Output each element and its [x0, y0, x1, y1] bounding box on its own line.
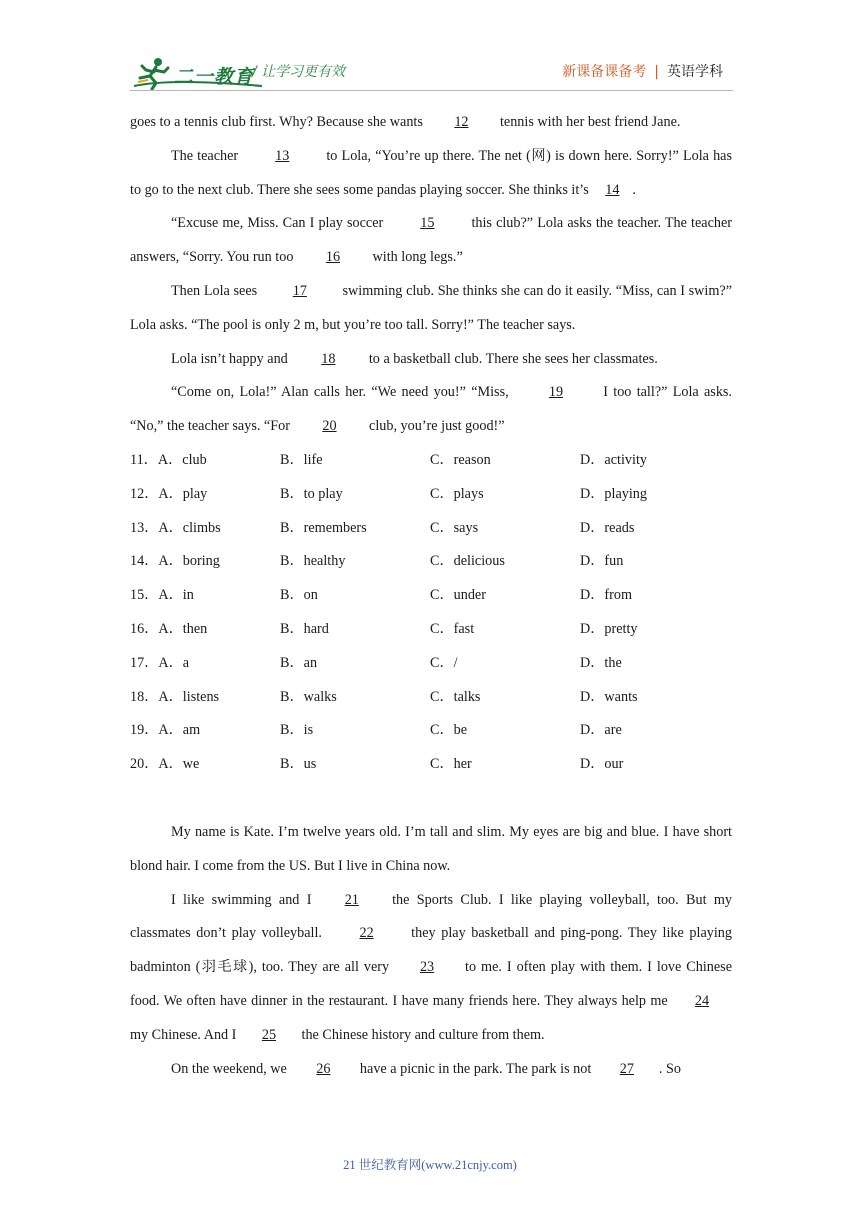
- option-a: 17．A．a: [130, 654, 190, 671]
- page-footer: 21 世纪教育网(www.21cnjy.com): [343, 1158, 517, 1172]
- option-b: B．is: [280, 722, 314, 739]
- option-d: D．our: [580, 756, 624, 773]
- paragraph: “Excuse me, Miss. Can I play soccer 15 this club?” Lola asks the teacher. The teacher answers, “Sorry. You run too 16 with long legs.”: [130, 207, 732, 275]
- blank-13: 13: [275, 147, 290, 164]
- option-b: B．healthy: [280, 553, 346, 570]
- option-a: 19．A．am: [130, 722, 201, 739]
- blank-17: 17: [292, 282, 307, 299]
- paragraph: Then Lola sees 17 swimming club. She thinks she can do it easily. “Miss, can I swim?” Lola asks. “The pool is only 2 m, but you’re too tall. Sorry!” The teacher says.: [130, 275, 732, 343]
- option-d: D．playing: [580, 485, 647, 502]
- option-a: 13．A．climbs: [130, 519, 221, 536]
- header-subject-label: 英语学科: [667, 64, 723, 80]
- option-a: 14．A．boring: [130, 553, 220, 570]
- blank-27: 27: [619, 1060, 634, 1077]
- header-divider: [130, 90, 733, 91]
- paragraph: The teacher 13 to Lola, “You’re up there. The net (网) is down here. Sorry!” Lola has to go to the next club. There she sees some pandas playing soccer. She thinks it’s 14 .: [130, 140, 732, 208]
- header-course-label: 新课备课备考: [562, 64, 647, 80]
- option-c: C．/: [430, 654, 458, 671]
- question-row: [130, 545, 732, 579]
- option-a: 12．A．play: [130, 485, 208, 502]
- paragraph: My name is Kate. I’m twelve years old. I’m tall and slim. My eyes are big and blue. I have short blond hair. I come from the US. But I live in China now.: [130, 823, 732, 874]
- option-b: B．on: [280, 587, 318, 604]
- header-separator: |: [654, 64, 659, 80]
- page-header: [0, 0, 860, 100]
- question-row: [130, 512, 732, 546]
- option-c: C．under: [430, 587, 486, 604]
- option-a: 11．A．club: [130, 451, 207, 468]
- blank-23: 23: [419, 959, 435, 976]
- blank-19: 19: [548, 384, 564, 401]
- question-row: [130, 714, 732, 748]
- option-c: C．plays: [430, 485, 484, 502]
- blank-14: 14: [605, 181, 620, 198]
- option-c: C．her: [430, 756, 472, 773]
- paragraph: Lola isn’t happy and 18 to a basketball club. There she sees her classmates.: [130, 343, 732, 377]
- blank-25: 25: [261, 1026, 277, 1043]
- option-a: 18．A．listens: [130, 688, 220, 705]
- question-row: [130, 647, 732, 681]
- option-d: D．pretty: [580, 620, 638, 637]
- blank-20: 20: [322, 418, 337, 435]
- blank-15: 15: [420, 215, 435, 232]
- option-d: D．from: [580, 587, 633, 604]
- option-b: B．to play: [280, 485, 343, 502]
- option-d: D．activity: [580, 451, 647, 468]
- option-d: D．wants: [580, 688, 638, 705]
- question-row: [130, 748, 732, 782]
- blank-21: 21: [344, 891, 359, 908]
- blank-24: 24: [694, 992, 710, 1009]
- question-row: [130, 613, 732, 647]
- option-c: C．says: [430, 519, 479, 536]
- option-b: B．us: [280, 756, 317, 773]
- blank-26: 26: [316, 1060, 331, 1077]
- option-d: D．reads: [580, 519, 635, 536]
- blank-16: 16: [325, 249, 341, 266]
- paragraph: On the weekend, we 26 have a picnic in the park. The park is not 27 . So: [130, 1053, 732, 1087]
- question-row: [130, 579, 732, 613]
- paragraph: I like swimming and I 21 the Sports Club. I like playing volleyball, too. But my classmates don’t play volleyball. 22 they play basketball and ping-pong. They like playing badminton (羽毛球), too. They are all very 23 to me. I often play with them. I love Chinese food. We often have dinner in the restaurant. I have many friends here. They always help me 24 my Chinese. And I 25 the Chinese history and culture from them.: [130, 884, 732, 1053]
- option-a: 16．A．then: [130, 620, 208, 637]
- option-b: B．an: [280, 654, 318, 671]
- brand-name: 二一教育: [174, 66, 255, 88]
- question-row: [130, 444, 732, 478]
- option-b: B．walks: [280, 688, 337, 705]
- option-b: B．life: [280, 451, 323, 468]
- question-row: [130, 478, 732, 512]
- option-d: D．the: [580, 654, 622, 671]
- blank-22: 22: [359, 925, 374, 942]
- option-c: C．reason: [430, 451, 491, 468]
- option-d: D．fun: [580, 553, 624, 570]
- paragraph: “Come on, Lola!” Alan calls her. “We need you!” “Miss, 19 I too tall?” Lola asks. “No,” the teacher says. “For 20 club, you’re just good!”: [130, 376, 732, 444]
- option-b: B．remembers: [280, 519, 367, 536]
- option-b: B．hard: [280, 620, 329, 637]
- option-a: 20．A．we: [130, 756, 200, 773]
- header-subject: [562, 61, 723, 81]
- option-c: C．delicious: [430, 553, 505, 570]
- question-row: [130, 681, 732, 715]
- blank-12: 12: [454, 114, 469, 130]
- option-c: C．fast: [430, 620, 475, 637]
- option-c: C．talks: [430, 688, 481, 705]
- option-a: 15．A．in: [130, 587, 194, 604]
- option-c: C．be: [430, 722, 468, 739]
- option-d: D．are: [580, 722, 622, 739]
- blank-18: 18: [321, 350, 336, 367]
- slogan: / 让学习更有效: [252, 64, 346, 80]
- paragraph: goes to a tennis club first. Why? Because she wants 12 tennis with her best friend Jane.: [130, 106, 732, 140]
- document-body: [130, 106, 732, 1086]
- section-gap: [130, 782, 732, 816]
